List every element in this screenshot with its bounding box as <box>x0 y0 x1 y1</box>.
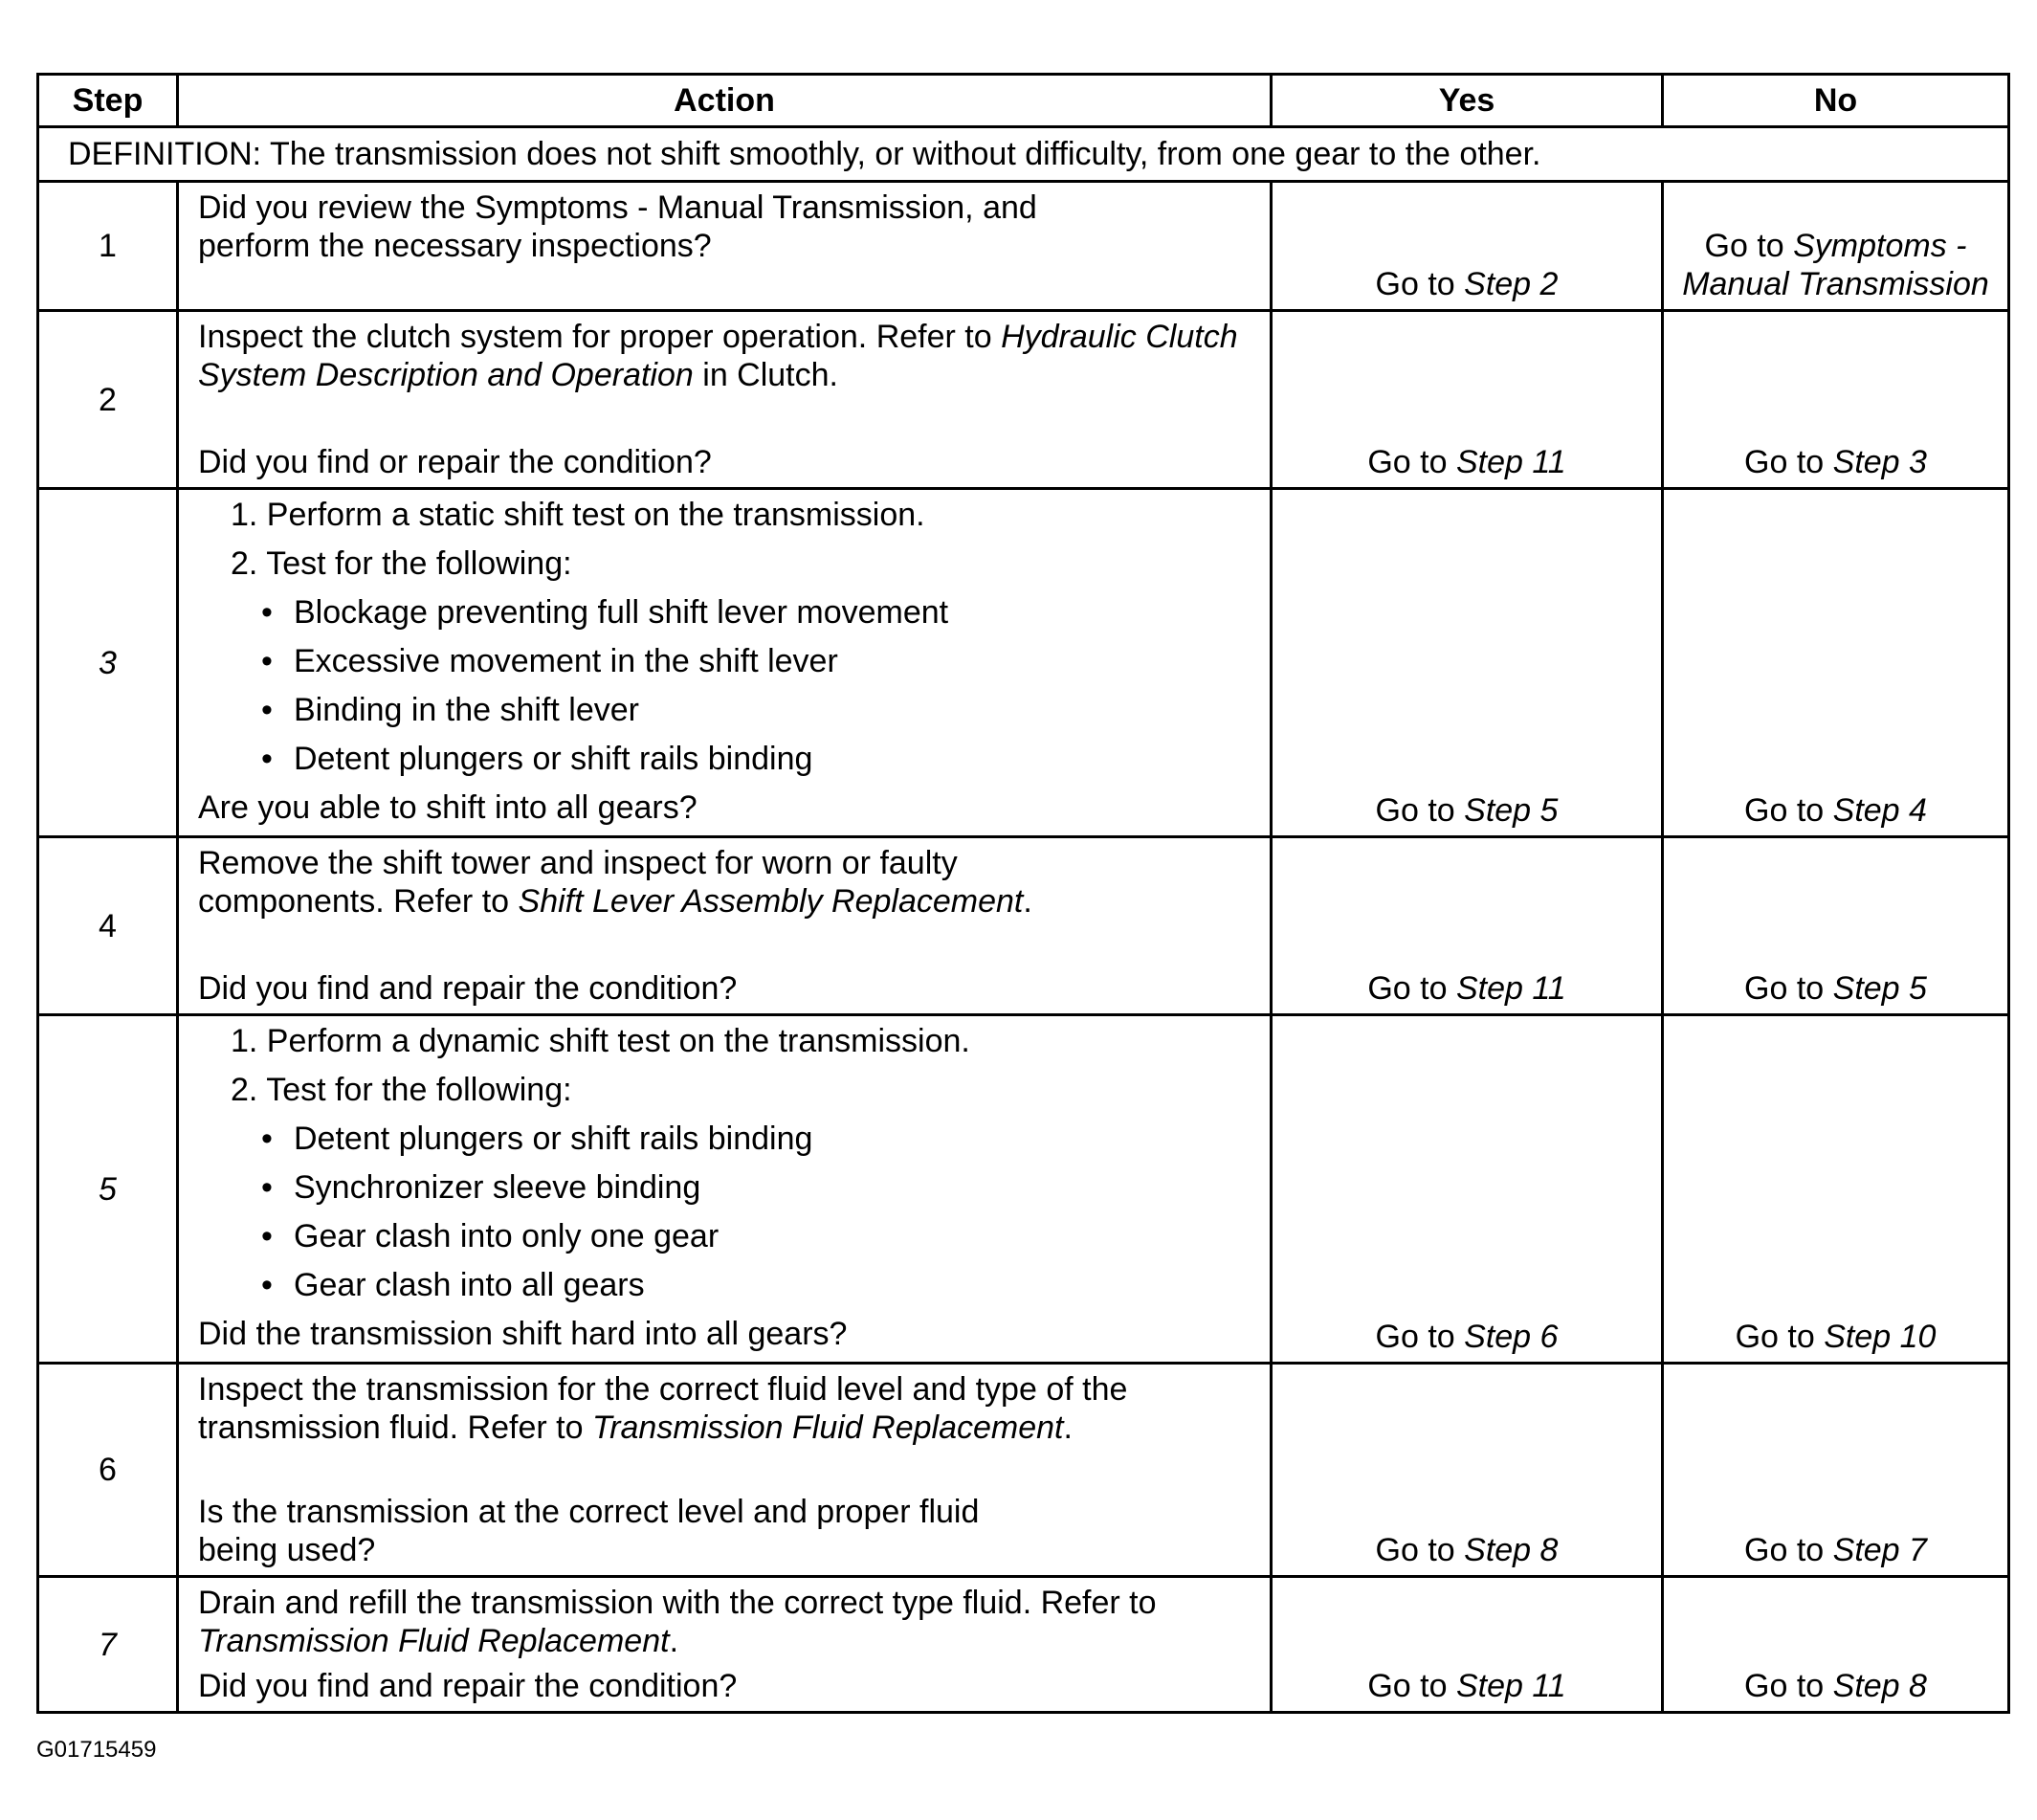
no-cell <box>1663 182 2009 311</box>
yes-prefix: Go to <box>1375 266 1465 302</box>
action-text <box>198 1370 1251 1447</box>
action-question: Did you find or repair the condition? <box>198 444 712 480</box>
yes-prefix: Go to <box>1367 970 1456 1007</box>
reference-link[interactable]: Hydraulic Clutch System Description and Operation <box>198 319 1238 393</box>
no-cell <box>1663 1364 2009 1577</box>
yes-prefix: Go to <box>1367 1668 1456 1704</box>
no-cell <box>1663 311 2009 489</box>
diagnostic-table <box>36 73 2010 1714</box>
yes-link[interactable]: Step 5 <box>1464 792 1559 829</box>
action-text-part: Remove the shift tower and inspect for worn or faulty components. Refer to <box>198 845 958 920</box>
action-text-part: Inspect the transmission for the correct fluid level and type of the transmission fluid. Refer to <box>198 1371 1128 1446</box>
yes-link[interactable]: Step 6 <box>1464 1319 1559 1355</box>
bullet-list <box>198 1120 1251 1304</box>
yes-prefix: Go to <box>1375 1319 1465 1355</box>
action-cell <box>178 489 1272 837</box>
no-prefix: Go to <box>1744 444 1833 480</box>
yes-prefix: Go to <box>1375 792 1465 829</box>
yes-cell <box>1272 489 1663 837</box>
yes-link[interactable]: Step 8 <box>1464 1532 1559 1568</box>
bullet-list <box>198 593 1251 778</box>
reference-link[interactable]: Transmission Fluid Replacement <box>591 1409 1064 1446</box>
yes-link[interactable]: Step 11 <box>1455 444 1566 480</box>
step-number: 5 <box>38 1015 178 1364</box>
action-text-part: in Clutch. <box>693 357 838 393</box>
yes-cell <box>1272 311 1663 489</box>
step-number: 2 <box>38 311 178 489</box>
list-item: 1. Perform a dynamic shift test on the transmission. <box>231 1023 970 1059</box>
action-cell <box>178 1364 1272 1577</box>
no-cell <box>1663 1015 2009 1364</box>
bullet-item: • Detent plungers or shift rails binding <box>294 1120 1251 1158</box>
no-cell <box>1663 1577 2009 1713</box>
definition-text: DEFINITION: The transmission does not shift smoothly, or without difficulty, from one gear to the other. <box>38 127 2009 182</box>
table-row <box>38 837 2009 1015</box>
step-number: 3 <box>38 489 178 837</box>
step-number: 6 <box>38 1364 178 1577</box>
list-item: 2. Test for the following: <box>231 1072 572 1108</box>
bullet-item: • Gear clash into all gears <box>294 1266 1251 1304</box>
bullet-item: • Gear clash into only one gear <box>294 1217 1251 1255</box>
yes-cell <box>1272 1577 1663 1713</box>
action-question: Did the transmission shift hard into all gears? <box>198 1316 848 1352</box>
table-row <box>38 311 2009 489</box>
yes-link[interactable]: Step 2 <box>1464 266 1559 302</box>
table-row <box>38 1364 2009 1577</box>
table-row <box>38 1577 2009 1713</box>
no-link[interactable]: Step 10 <box>1824 1319 1937 1355</box>
action-cell <box>178 311 1272 489</box>
yes-link[interactable]: Step 11 <box>1455 970 1566 1007</box>
action-cell <box>178 182 1272 311</box>
yes-prefix: Go to <box>1367 444 1456 480</box>
no-prefix: Go to <box>1735 1319 1825 1355</box>
list-item: 1. Perform a static shift test on the transmission. <box>231 497 925 533</box>
no-cell <box>1663 837 2009 1015</box>
no-link[interactable]: Symptoms - Manual Transmission <box>1682 228 1989 302</box>
no-prefix: Go to <box>1744 792 1833 829</box>
action-question: Is the transmission at the correct level and proper fluid being used? <box>198 1494 980 1568</box>
action-cell <box>178 1577 1272 1713</box>
numbered-list <box>198 496 1251 583</box>
yes-cell <box>1272 1015 1663 1364</box>
bullet-item: • Blockage preventing full shift lever movement <box>294 593 1251 632</box>
action-text-part: Drain and refill the transmission with the correct type fluid. Refer to <box>198 1585 1157 1621</box>
bullet-item: • Excessive movement in the shift lever <box>294 642 1251 680</box>
action-question: Did you find and repair the condition? <box>198 970 738 1007</box>
bullet-item: • Detent plungers or shift rails binding <box>294 740 1251 778</box>
header-action: Action <box>178 75 1272 127</box>
action-question: Are you able to shift into all gears? <box>198 789 697 826</box>
step-number: 4 <box>38 837 178 1015</box>
table-row <box>38 182 2009 311</box>
action-text-part: . <box>669 1623 679 1659</box>
no-link[interactable]: Step 7 <box>1832 1532 1927 1568</box>
header-row <box>38 75 2009 127</box>
no-cell <box>1663 489 2009 837</box>
no-link[interactable]: Step 3 <box>1832 444 1927 480</box>
table-row <box>38 489 2009 837</box>
action-text <box>198 318 1251 394</box>
bullet-item: • Binding in the shift lever <box>294 691 1251 729</box>
action-text <box>198 1584 1251 1660</box>
action-cell <box>178 837 1272 1015</box>
header-yes: Yes <box>1272 75 1663 127</box>
action-text-part: Inspect the clutch system for proper operation. Refer to <box>198 319 1002 355</box>
figure-id: G01715459 <box>36 1737 157 1763</box>
no-prefix: Go to <box>1744 1532 1833 1568</box>
definition-row <box>38 127 2009 182</box>
bullet-item: • Synchronizer sleeve binding <box>294 1168 1251 1207</box>
header-no: No <box>1663 75 2009 127</box>
action-text: Did you review the Symptoms - Manual Transmission, and perform the necessary inspections? <box>198 189 1037 264</box>
numbered-list <box>198 1022 1251 1109</box>
action-question: Did you find and repair the condition? <box>198 1668 738 1704</box>
action-text <box>198 844 1097 921</box>
no-prefix: Go to <box>1704 228 1794 264</box>
step-number: 1 <box>38 182 178 311</box>
yes-cell <box>1272 1364 1663 1577</box>
yes-link[interactable]: Step 11 <box>1455 1668 1566 1704</box>
no-link[interactable]: Step 4 <box>1832 792 1927 829</box>
action-text-part: . <box>1063 1409 1073 1446</box>
table-row <box>38 1015 2009 1364</box>
yes-cell <box>1272 182 1663 311</box>
reference-link[interactable]: Transmission Fluid Replacement <box>198 1623 670 1659</box>
header-step: Step <box>38 75 178 127</box>
no-link[interactable]: Step 8 <box>1832 1668 1927 1704</box>
no-prefix: Go to <box>1744 1668 1833 1704</box>
action-cell <box>178 1015 1272 1364</box>
step-number: 7 <box>38 1577 178 1713</box>
action-text-part: . <box>1023 883 1032 920</box>
no-link[interactable]: Step 5 <box>1832 970 1927 1007</box>
list-item: 2. Test for the following: <box>231 545 572 582</box>
reference-link[interactable]: Shift Lever Assembly Replacement <box>518 883 1024 920</box>
yes-cell <box>1272 837 1663 1015</box>
no-prefix: Go to <box>1744 970 1833 1007</box>
yes-prefix: Go to <box>1375 1532 1465 1568</box>
